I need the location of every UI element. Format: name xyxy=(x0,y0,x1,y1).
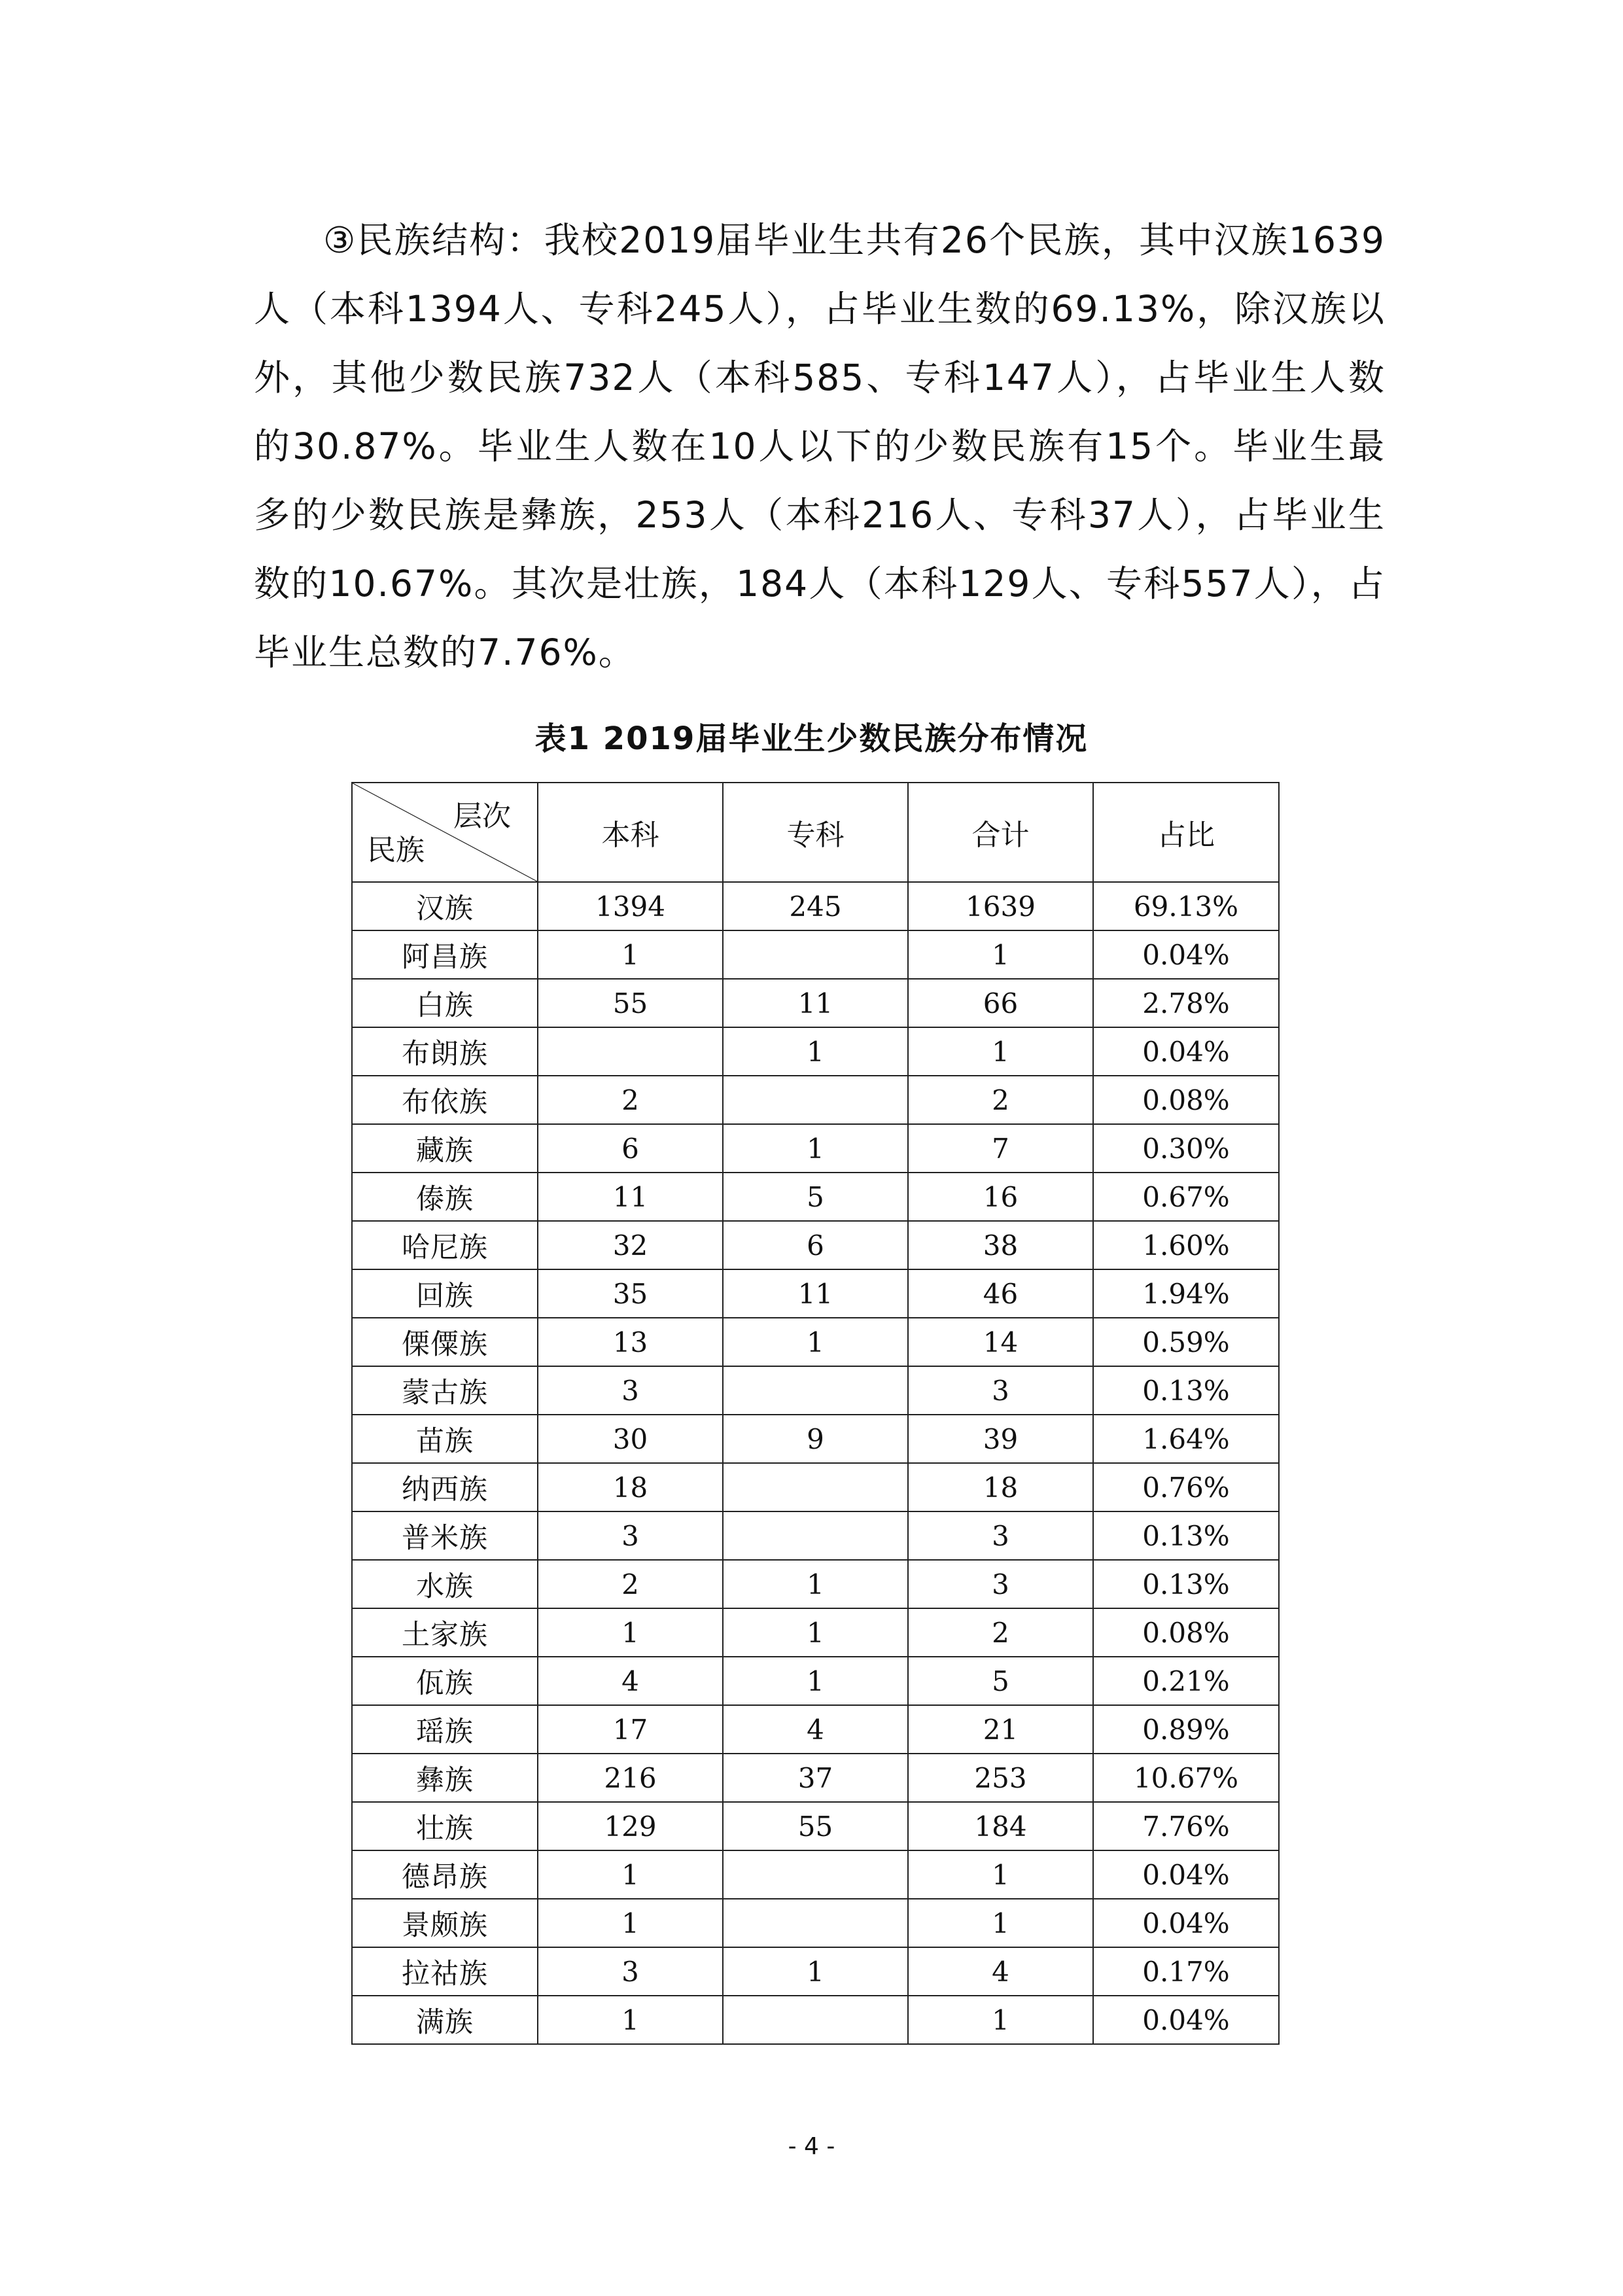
total-count-cell: 38 xyxy=(908,1221,1093,1269)
table-row xyxy=(352,1754,1279,1802)
percentage-cell: 0.89% xyxy=(1093,1705,1279,1754)
percentage-cell: 69.13% xyxy=(1093,882,1279,930)
undergraduate-count-cell: 6 xyxy=(538,1124,723,1173)
table-row xyxy=(352,979,1279,1027)
table-row xyxy=(352,1318,1279,1366)
junior-college-count-cell: 6 xyxy=(723,1221,908,1269)
junior-college-count-cell: 1 xyxy=(723,1608,908,1657)
percentage-cell: 0.04% xyxy=(1093,1850,1279,1899)
ethnic-distribution-table xyxy=(351,782,1280,2045)
table-row xyxy=(352,1996,1279,2044)
undergraduate-count-cell: 1 xyxy=(538,1850,723,1899)
percentage-cell: 0.13% xyxy=(1093,1511,1279,1560)
ethnicity-cell: 蒙古族 xyxy=(352,1366,538,1415)
percentage-cell: 1.64% xyxy=(1093,1415,1279,1463)
table-row xyxy=(352,1560,1279,1608)
percentage-cell: 1.60% xyxy=(1093,1221,1279,1269)
junior-college-count-cell xyxy=(723,1463,908,1511)
undergraduate-count-cell: 3 xyxy=(538,1511,723,1560)
table-row xyxy=(352,1802,1279,1850)
ethnicity-cell: 瑶族 xyxy=(352,1705,538,1754)
undergraduate-count-cell: 18 xyxy=(538,1463,723,1511)
total-count-cell: 1 xyxy=(908,1899,1093,1947)
total-count-cell: 1 xyxy=(908,1996,1093,2044)
total-count-cell: 14 xyxy=(908,1318,1093,1366)
ethnicity-cell: 佤族 xyxy=(352,1657,538,1705)
undergraduate-count-cell: 1 xyxy=(538,1899,723,1947)
percentage-cell: 0.67% xyxy=(1093,1173,1279,1221)
undergraduate-count-cell: 4 xyxy=(538,1657,723,1705)
undergraduate-count-cell: 3 xyxy=(538,1947,723,1996)
diagonal-header-cell xyxy=(352,783,538,882)
ethnicity-cell: 汉族 xyxy=(352,882,538,930)
table-row xyxy=(352,1657,1279,1705)
column-header-junior-college: 专科 xyxy=(723,783,908,882)
table-header-row xyxy=(352,783,1279,882)
ethnicity-cell: 傣族 xyxy=(352,1173,538,1221)
percentage-cell: 0.08% xyxy=(1093,1608,1279,1657)
total-count-cell: 66 xyxy=(908,979,1093,1027)
page-number: - 4 - xyxy=(788,2133,835,2160)
ethnicity-cell: 藏族 xyxy=(352,1124,538,1173)
junior-college-count-cell: 1 xyxy=(723,1657,908,1705)
undergraduate-count-cell: 3 xyxy=(538,1366,723,1415)
undergraduate-count-cell: 17 xyxy=(538,1705,723,1754)
junior-college-count-cell: 1 xyxy=(723,1560,908,1608)
undergraduate-count-cell: 216 xyxy=(538,1754,723,1802)
ethnicity-cell: 彝族 xyxy=(352,1754,538,1802)
percentage-cell: 0.17% xyxy=(1093,1947,1279,1996)
total-count-cell: 21 xyxy=(908,1705,1093,1754)
percentage-cell: 2.78% xyxy=(1093,979,1279,1027)
junior-college-count-cell: 11 xyxy=(723,979,908,1027)
percentage-cell: 0.76% xyxy=(1093,1463,1279,1511)
ethnicity-cell: 拉祜族 xyxy=(352,1947,538,1996)
total-count-cell: 184 xyxy=(908,1802,1093,1850)
junior-college-count-cell xyxy=(723,1850,908,1899)
table-caption: 表1 2019届毕业生少数民族分布情况 xyxy=(534,720,1089,757)
junior-college-count-cell: 11 xyxy=(723,1269,908,1318)
percentage-cell: 0.04% xyxy=(1093,1899,1279,1947)
total-count-cell: 3 xyxy=(908,1560,1093,1608)
column-header-percentage: 占比 xyxy=(1093,783,1279,882)
ethnicity-cell: 水族 xyxy=(352,1560,538,1608)
table-row xyxy=(352,1705,1279,1754)
column-header-total: 合计 xyxy=(908,783,1093,882)
undergraduate-count-cell: 30 xyxy=(538,1415,723,1463)
junior-college-count-cell xyxy=(723,1511,908,1560)
table-row xyxy=(352,1221,1279,1269)
ethnicity-cell: 阿昌族 xyxy=(352,930,538,979)
ethnicity-cell: 土家族 xyxy=(352,1608,538,1657)
total-count-cell: 46 xyxy=(908,1269,1093,1318)
undergraduate-count-cell: 35 xyxy=(538,1269,723,1318)
undergraduate-count-cell: 1 xyxy=(538,1608,723,1657)
total-count-cell: 1639 xyxy=(908,882,1093,930)
table-row xyxy=(352,1608,1279,1657)
header-ethnicity-label: 民族 xyxy=(367,834,425,867)
total-count-cell: 1 xyxy=(908,930,1093,979)
table-row xyxy=(352,1415,1279,1463)
undergraduate-count-cell: 1 xyxy=(538,1996,723,2044)
junior-college-count-cell xyxy=(723,1076,908,1124)
percentage-cell: 0.13% xyxy=(1093,1366,1279,1415)
percentage-cell: 7.76% xyxy=(1093,1802,1279,1850)
junior-college-count-cell: 5 xyxy=(723,1173,908,1221)
total-count-cell: 1 xyxy=(908,1850,1093,1899)
table-row xyxy=(352,1173,1279,1221)
junior-college-count-cell: 9 xyxy=(723,1415,908,1463)
total-count-cell: 1 xyxy=(908,1027,1093,1076)
ethnicity-cell: 回族 xyxy=(352,1269,538,1318)
total-count-cell: 4 xyxy=(908,1947,1093,1996)
ethnicity-cell: 苗族 xyxy=(352,1415,538,1463)
column-header-undergraduate: 本科 xyxy=(538,783,723,882)
table-row xyxy=(352,1124,1279,1173)
table-row xyxy=(352,930,1279,979)
junior-college-count-cell: 1 xyxy=(723,1947,908,1996)
undergraduate-count-cell: 13 xyxy=(538,1318,723,1366)
percentage-cell: 0.13% xyxy=(1093,1560,1279,1608)
percentage-cell: 0.04% xyxy=(1093,930,1279,979)
percentage-cell: 0.04% xyxy=(1093,1996,1279,2044)
table-row xyxy=(352,1511,1279,1560)
total-count-cell: 3 xyxy=(908,1511,1093,1560)
total-count-cell: 253 xyxy=(908,1754,1093,1802)
junior-college-count-cell: 37 xyxy=(723,1754,908,1802)
body-paragraph: ③民族结构：我校2019届毕业生共有26个民族，其中汉族1639人（本科1394人、专科245人），占毕业生数的69.13%，除汉族以外，其他少数民族732人（本科585、专科147人），占毕业生人数的30.87%。毕业生人数在10人以下的少数民族有15个。毕业生最多的少数民族是彝族，253人（本科216人、专科37人），占毕业生数的10.67%。其次是壮族，184人（本科129人、专科557人），占毕业生总数的7.76%。 xyxy=(254,219,1386,673)
total-count-cell: 7 xyxy=(908,1124,1093,1173)
total-count-cell: 16 xyxy=(908,1173,1093,1221)
total-count-cell: 2 xyxy=(908,1608,1093,1657)
undergraduate-count-cell xyxy=(538,1027,723,1076)
undergraduate-count-cell: 1394 xyxy=(538,882,723,930)
ethnicity-cell: 德昂族 xyxy=(352,1850,538,1899)
percentage-cell: 0.30% xyxy=(1093,1124,1279,1173)
ethnicity-cell: 白族 xyxy=(352,979,538,1027)
ethnicity-cell: 普米族 xyxy=(352,1511,538,1560)
table-row xyxy=(352,1850,1279,1899)
junior-college-count-cell: 1 xyxy=(723,1124,908,1173)
junior-college-count-cell: 55 xyxy=(723,1802,908,1850)
ethnicity-cell: 哈尼族 xyxy=(352,1221,538,1269)
ethnicity-cell: 景颇族 xyxy=(352,1899,538,1947)
ethnicity-cell: 布依族 xyxy=(352,1076,538,1124)
ethnicity-cell: 壮族 xyxy=(352,1802,538,1850)
undergraduate-count-cell: 32 xyxy=(538,1221,723,1269)
table-body xyxy=(352,882,1279,2044)
percentage-cell: 1.94% xyxy=(1093,1269,1279,1318)
junior-college-count-cell: 4 xyxy=(723,1705,908,1754)
total-count-cell: 2 xyxy=(908,1076,1093,1124)
header-level-label: 层次 xyxy=(453,800,511,833)
undergraduate-count-cell: 2 xyxy=(538,1560,723,1608)
junior-college-count-cell: 1 xyxy=(723,1027,908,1076)
total-count-cell: 3 xyxy=(908,1366,1093,1415)
total-count-cell: 5 xyxy=(908,1657,1093,1705)
table-row xyxy=(352,882,1279,930)
total-count-cell: 18 xyxy=(908,1463,1093,1511)
ethnicity-cell: 布朗族 xyxy=(352,1027,538,1076)
ethnicity-cell: 傈僳族 xyxy=(352,1318,538,1366)
undergraduate-count-cell: 11 xyxy=(538,1173,723,1221)
percentage-cell: 0.21% xyxy=(1093,1657,1279,1705)
percentage-cell: 10.67% xyxy=(1093,1754,1279,1802)
junior-college-count-cell xyxy=(723,1366,908,1415)
table-row xyxy=(352,1269,1279,1318)
percentage-cell: 0.59% xyxy=(1093,1318,1279,1366)
total-count-cell: 39 xyxy=(908,1415,1093,1463)
junior-college-count-cell: 245 xyxy=(723,882,908,930)
junior-college-count-cell xyxy=(723,930,908,979)
table-row xyxy=(352,1463,1279,1511)
percentage-cell: 0.08% xyxy=(1093,1076,1279,1124)
table-row xyxy=(352,1947,1279,1996)
table-row xyxy=(352,1076,1279,1124)
undergraduate-count-cell: 55 xyxy=(538,979,723,1027)
undergraduate-count-cell: 129 xyxy=(538,1802,723,1850)
table-row xyxy=(352,1899,1279,1947)
table-row xyxy=(352,1027,1279,1076)
junior-college-count-cell xyxy=(723,1899,908,1947)
junior-college-count-cell: 1 xyxy=(723,1318,908,1366)
ethnicity-cell: 满族 xyxy=(352,1996,538,2044)
junior-college-count-cell xyxy=(723,1996,908,2044)
ethnicity-cell: 纳西族 xyxy=(352,1463,538,1511)
undergraduate-count-cell: 2 xyxy=(538,1076,723,1124)
table-row xyxy=(352,1366,1279,1415)
undergraduate-count-cell: 1 xyxy=(538,930,723,979)
percentage-cell: 0.04% xyxy=(1093,1027,1279,1076)
